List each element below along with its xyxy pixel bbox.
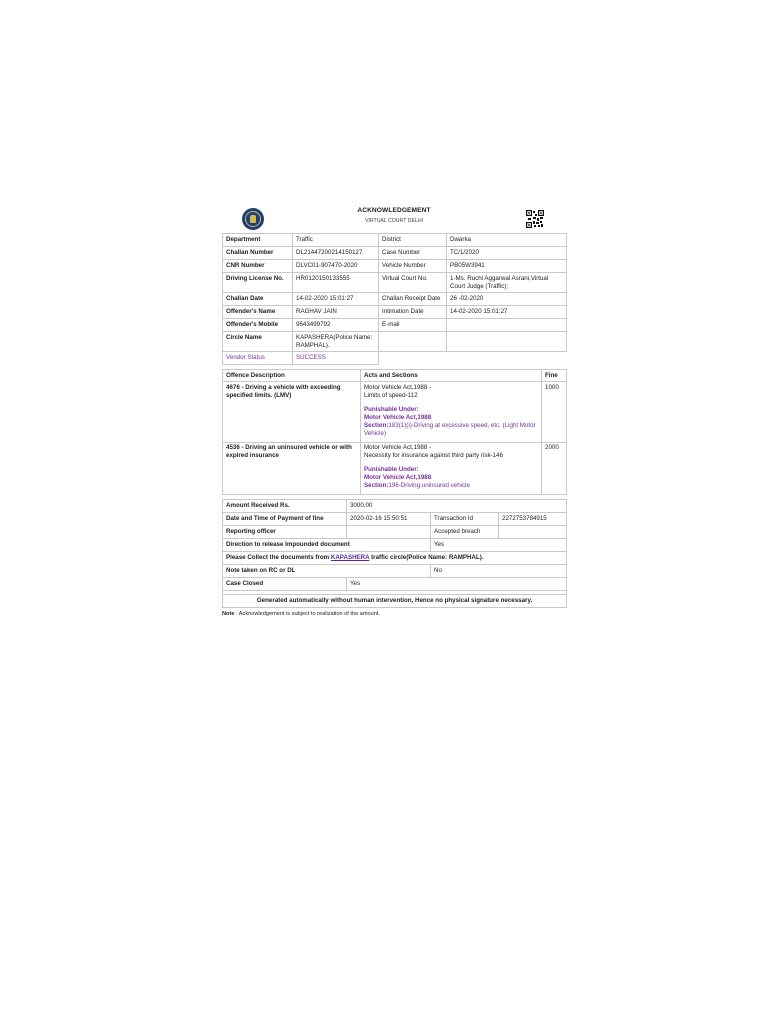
payment-table [222,499,567,608]
department-value: Traffic [293,234,379,247]
fine-value: 2000 [542,442,567,494]
offences-table [222,369,567,495]
note-label: Note [222,611,235,617]
table-row [223,382,567,442]
table-row [223,552,567,565]
acts-and-sections [361,382,542,442]
document-header [222,205,566,233]
case-closed-value: Yes [347,578,567,591]
table-row [223,273,567,293]
intimation-date-label: Intimation Date [379,306,447,319]
act-name: Motor Vehicle Act,1988 [364,474,432,482]
table-header-row [223,370,567,382]
act-name: Motor Vehicle Act,1988 [364,414,432,421]
amount-value: 3000.00 [347,500,567,513]
fine-header: Fine [542,370,567,382]
acknowledgement-document [222,205,566,618]
amount-label: Amount Received Rs. [223,500,347,513]
payment-datetime-label: Date and Time of Payment of fine [223,513,347,526]
table-row [223,247,567,260]
vendor-status-label: Vendor Status [223,352,293,365]
table-row [223,578,567,591]
accepted-breach-label: Accepted breach [431,526,499,539]
challan-number-value: DL21447200214150127 [293,247,379,260]
district-value: Dwarka [447,234,567,247]
virtual-court-value: 1-Ms. Ruchi Aggarwal Asrani,Virtual Court Judge (Traffic); [447,273,567,293]
case-number-value: TC/1/2020 [447,247,567,260]
vendor-status-value: SUCCESS [293,352,379,365]
note-rc-label: Note taken on RC or DL [223,565,431,578]
offence-description-header: Offence Description [223,370,361,382]
table-row [223,526,567,539]
qr-code-icon [526,210,544,228]
table-row [223,293,567,306]
vehicle-number-label: Vehicle Number [379,260,447,273]
offence-description: 4676 - Driving a vehicle with exceeding specified limits. (LMV) [223,382,361,442]
department-label: Department [223,234,293,247]
receipt-date-label: Challan Receipt Date [379,293,447,306]
transaction-id-label: Transaction Id [431,513,499,526]
table-row [223,352,567,365]
transaction-id-value: 2272753784915 [499,513,567,526]
challan-date-label: Challan Date [223,293,293,306]
act-line: Limits of speed-112 [364,391,418,399]
page-subtitle: VIRTUAL COURT DELHI [364,217,424,224]
acts-sections-header: Acts and Sections [361,370,542,382]
reporting-officer-label: Reporting officer [223,526,347,539]
act-line: Necessity for insurance against third party risk-146 [364,452,503,460]
empty-cell [447,332,567,352]
challan-details-table [222,233,567,365]
release-document-value: Yes [431,539,567,552]
kapashera-link[interactable]: KAPASHERA [330,553,370,561]
section-line: Section:196-Driving uninsured vehicle [364,482,470,490]
challan-date-value: 14-02-2020 15:01:27 [293,293,379,306]
offence-description: 4536 - Driving an uninsured vehicle or with expired insurance [223,442,361,494]
table-row [223,260,567,273]
email-label: E-mail [379,319,447,332]
accepted-breach-value [499,526,567,539]
vehicle-number-value: PB05W3941 [447,260,567,273]
receipt-date-value: 26 -02-2020 [447,293,567,306]
table-row [223,565,567,578]
table-row [223,306,567,319]
footer-note [222,611,566,618]
mobile-label: Offender's Mobile [223,319,293,332]
case-closed-label: Case Closed [223,578,347,591]
case-number-label: Case Number [379,247,447,260]
act-line: Motor Vehicle Act,1988 - [364,444,432,452]
cnr-label: CNR Number [223,260,293,273]
table-row [223,513,567,526]
section-line: Section:183(1)(i)-Driving at excessive speed, etc. (Light Motor Vehicle) [364,422,536,438]
table-row [223,500,567,513]
cnr-value: DLVC01-907470-2020 [293,260,379,273]
act-line: Motor Vehicle Act,1988 - [364,383,432,391]
virtual-court-label: Virtual Court No. [379,273,447,293]
district-label: District [379,234,447,247]
table-row [223,319,567,332]
offender-name-label: Offender's Name [223,306,293,319]
circle-label: Circle Name [223,332,293,352]
mobile-value: 9643499792 [293,319,379,332]
challan-number-label: Challan Number [223,247,293,260]
page-title: ACKNOWLEDGEMENT [357,207,431,214]
intimation-date-value: 14-02-2020 15:01:27 [447,306,567,319]
table-row [223,539,567,552]
table-row [223,234,567,247]
punishable-under-label: Punishable Under: [364,466,419,474]
punishable-under-label: Punishable Under: [364,405,419,413]
note-rc-value: No [431,565,567,578]
note-text: : Acknowledgement is subject to realization of the amount. [234,611,380,617]
table-row [223,332,567,352]
generated-notice: Generated automatically without human intervention, Hence no physical signature necessary. [223,595,567,608]
offender-name-value: RAGHAV JAIN [293,306,379,319]
circle-value: KAPASHERA(Police Name: RAMPHAL). [293,332,379,352]
payment-datetime-value: 2020-02-16 15:50:51 [347,513,431,526]
title-block [222,207,566,224]
email-value [447,319,567,332]
release-document-label: Direction to release Impounded document [223,539,431,552]
fine-value: 1000 [542,382,567,442]
reporting-officer-value [347,526,431,539]
table-row [223,442,567,494]
empty-cell [379,332,447,352]
table-row [223,595,567,608]
collect-documents-text: Please Collect the documents from KAPASHERA traffic circle(Police Name: RAMPHAL). [223,552,567,565]
license-label: Driving License No. [223,273,293,293]
license-value: HR0120150133555 [293,273,379,293]
acts-and-sections [361,442,542,494]
